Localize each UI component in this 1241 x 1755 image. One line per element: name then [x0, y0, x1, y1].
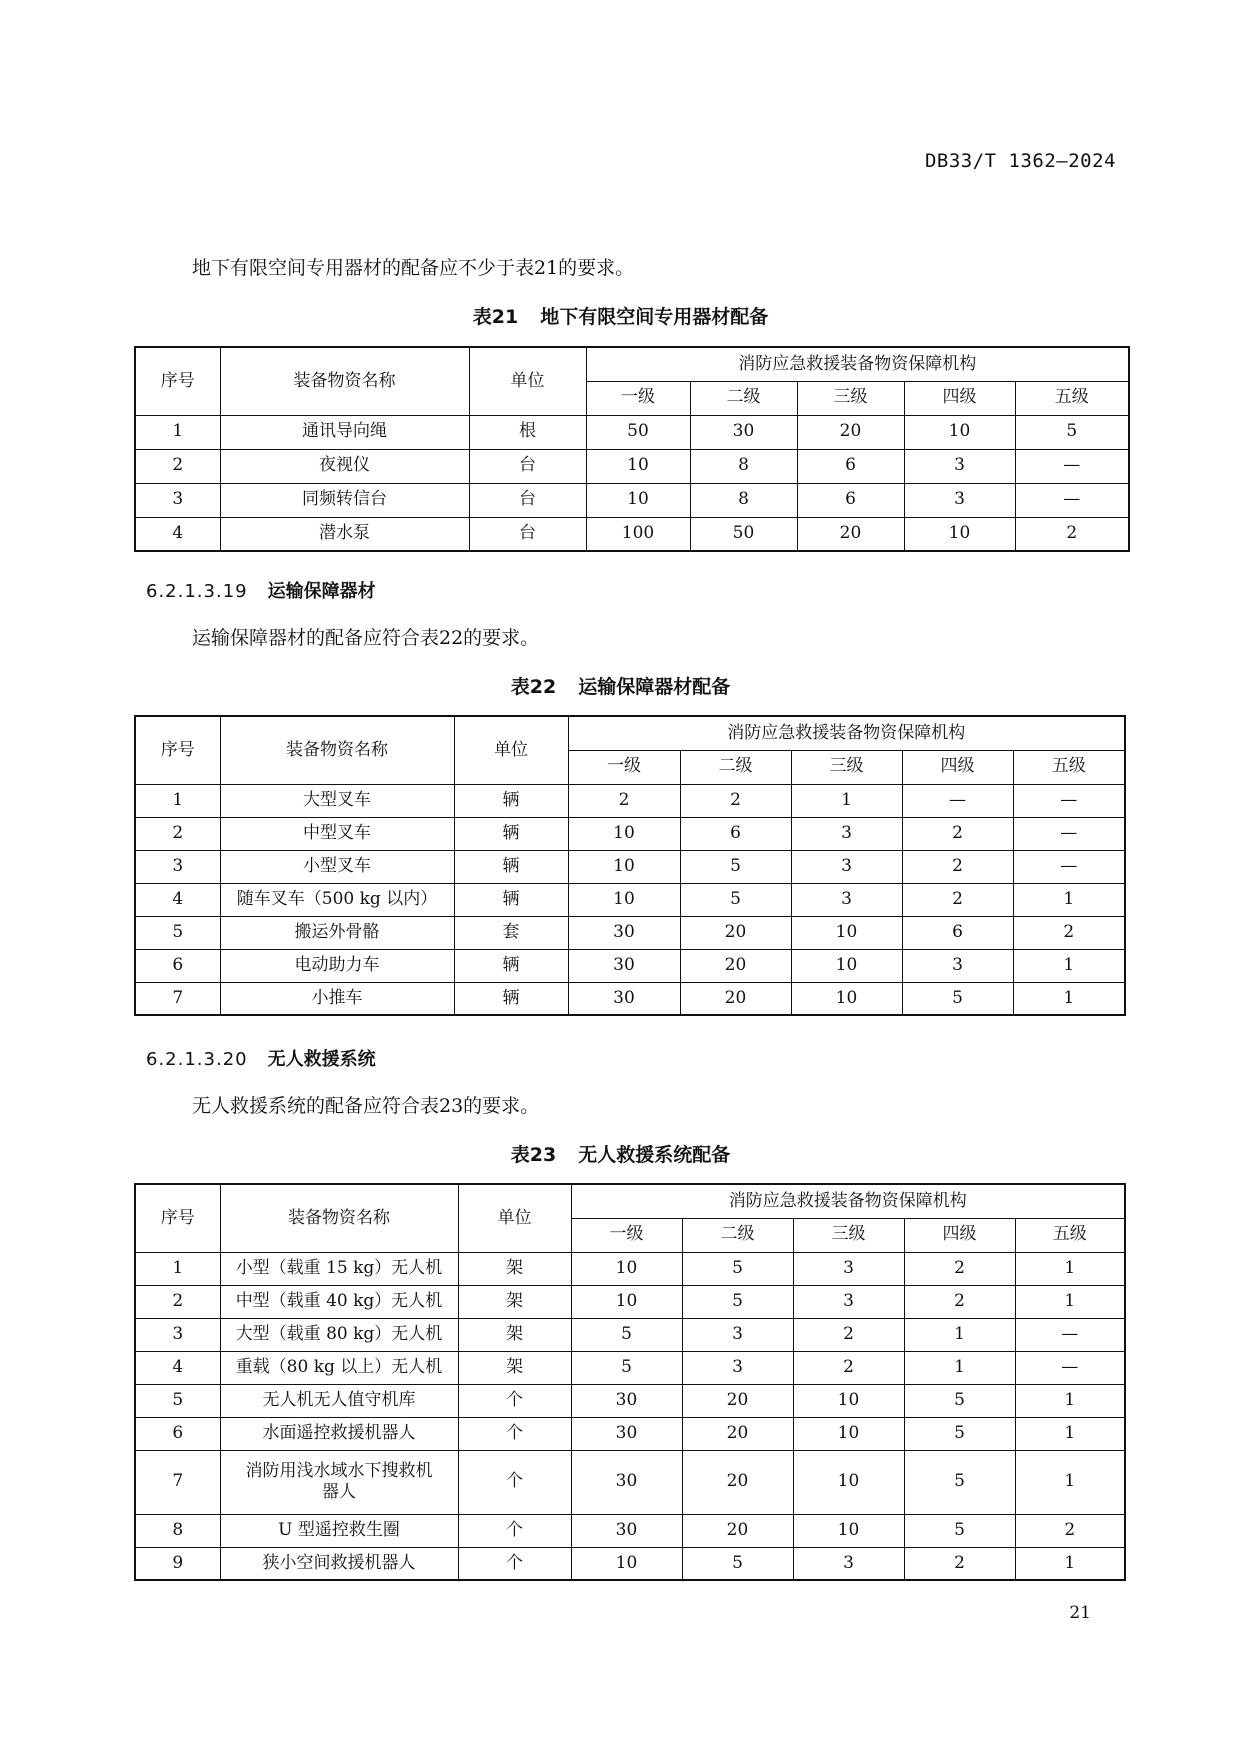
header-level: 二级: [682, 1218, 793, 1252]
table-cell: 20: [682, 1450, 793, 1514]
table-header-row: [135, 716, 1125, 750]
table22-number: 表22: [510, 676, 557, 698]
table-cell: 辆: [454, 982, 568, 1015]
header-level: 三级: [797, 381, 904, 415]
header-unit: 单位: [454, 716, 568, 784]
table-cell: 3: [793, 1285, 904, 1318]
header-level: 五级: [1013, 750, 1125, 784]
clause19-number: 6.2.1.3.19: [146, 581, 248, 602]
header-group: 消防应急救援装备物资保障机构: [571, 1184, 1125, 1218]
table-row: [135, 1318, 1125, 1351]
table-cell: 2: [135, 449, 220, 483]
table-row: [135, 1450, 1125, 1514]
header-level: 一级: [586, 381, 690, 415]
table-header-row: [135, 347, 1129, 381]
table-row: [135, 1514, 1125, 1547]
table-cell: 9: [135, 1547, 220, 1580]
table-cell: 台: [469, 449, 586, 483]
table-cell: 消防用浅水域水下搜救机器人: [220, 1450, 458, 1514]
table-cell: 5: [904, 1450, 1015, 1514]
header-name: 装备物资名称: [220, 1184, 458, 1252]
page-number: 21: [1069, 1603, 1091, 1623]
table-cell: 架: [458, 1318, 571, 1351]
table-cell: 电动助力车: [220, 949, 454, 982]
table-row: [135, 883, 1125, 916]
table-cell: 3: [791, 850, 902, 883]
table23-intro: 无人救援系统的配备应符合表23的要求。: [192, 1095, 540, 1117]
table-cell: 10: [586, 449, 690, 483]
header-level: 一级: [571, 1218, 682, 1252]
header-name: 装备物资名称: [220, 347, 469, 415]
table-cell: 架: [458, 1285, 571, 1318]
table-cell: 随车叉车（500 kg 以内）: [220, 883, 454, 916]
table-row: [135, 1351, 1125, 1384]
table-cell: 辆: [454, 949, 568, 982]
table-cell: 1: [791, 784, 902, 817]
table21-intro: 地下有限空间专用器材的配备应不少于表21的要求。: [192, 257, 635, 279]
table-cell: 3: [791, 817, 902, 850]
table-cell: 10: [793, 1384, 904, 1417]
table-cell: 架: [458, 1351, 571, 1384]
table-cell: 5: [904, 1514, 1015, 1547]
table-cell: 大型（载重 80 kg）无人机: [220, 1318, 458, 1351]
table-cell: 2: [1013, 916, 1125, 949]
table21-caption: [0, 302, 1241, 329]
table-cell: 3: [904, 483, 1015, 517]
table-cell: 3: [904, 449, 1015, 483]
table-cell: 套: [454, 916, 568, 949]
clause20-title: 无人救援系统: [267, 1049, 376, 1070]
table-cell: 3: [135, 850, 220, 883]
table-cell: 1: [1015, 1384, 1125, 1417]
table-cell: 2: [135, 1285, 220, 1318]
table-row: [135, 517, 1129, 551]
table-cell: 3: [682, 1351, 793, 1384]
clause-6-2-1-3-19: [146, 577, 376, 603]
table-cell: 通讯导向绳: [220, 415, 469, 449]
table-cell: 20: [682, 1514, 793, 1547]
table-cell: 10: [571, 1547, 682, 1580]
header-level: 三级: [791, 750, 902, 784]
clause19-title: 运输保障器材: [267, 581, 376, 602]
standard-code: DB33/T 1362—2024: [924, 150, 1116, 172]
table-cell: 重载（80 kg 以上）无人机: [220, 1351, 458, 1384]
table-cell: 5: [682, 1285, 793, 1318]
table23-number: 表23: [510, 1144, 557, 1166]
table-cell: 5: [1015, 415, 1129, 449]
table23: [134, 1183, 1126, 1581]
table-cell: 2: [1015, 1514, 1125, 1547]
table-row: [135, 415, 1129, 449]
table-cell: 1: [904, 1351, 1015, 1384]
table-cell: 20: [797, 517, 904, 551]
table-cell: 3: [682, 1318, 793, 1351]
table-cell: 个: [458, 1547, 571, 1580]
table-cell: 30: [568, 916, 680, 949]
table-cell: 小型叉车: [220, 850, 454, 883]
table-cell: U 型遥控救生圈: [220, 1514, 458, 1547]
table-cell: 1: [1013, 949, 1125, 982]
table-cell: 狭小空间救援机器人: [220, 1547, 458, 1580]
table-cell: 中型（载重 40 kg）无人机: [220, 1285, 458, 1318]
table-cell: 5: [135, 1384, 220, 1417]
table-cell: —: [1013, 784, 1125, 817]
header-level: 四级: [904, 1218, 1015, 1252]
header-seq: 序号: [135, 716, 220, 784]
table-cell: 架: [458, 1252, 571, 1285]
table-row: [135, 982, 1125, 1015]
table-cell: 1: [135, 1252, 220, 1285]
table-cell: 1: [1013, 982, 1125, 1015]
header-level: 一级: [568, 750, 680, 784]
table-cell: 1: [1015, 1417, 1125, 1450]
table-cell: 20: [680, 916, 791, 949]
table-cell: 10: [568, 850, 680, 883]
table-cell: 潜水泵: [220, 517, 469, 551]
table-cell: 30: [571, 1514, 682, 1547]
table-row: [135, 949, 1125, 982]
table-cell: 7: [135, 1450, 220, 1514]
table23-title: 无人救援系统配备: [578, 1144, 731, 1166]
table-cell: 小推车: [220, 982, 454, 1015]
table-cell: 2: [904, 1285, 1015, 1318]
table-cell: 2: [902, 883, 1013, 916]
header-level: 五级: [1015, 381, 1129, 415]
table-cell: 无人机无人值守机库: [220, 1384, 458, 1417]
table-cell: 8: [690, 483, 797, 517]
table-row: [135, 1417, 1125, 1450]
table-cell: 2: [568, 784, 680, 817]
table-cell: —: [1015, 483, 1129, 517]
table-cell: 30: [568, 949, 680, 982]
table-cell: 2: [135, 817, 220, 850]
table-cell: 50: [690, 517, 797, 551]
table-cell: 3: [902, 949, 1013, 982]
table-cell: 4: [135, 517, 220, 551]
table-cell: 5: [135, 916, 220, 949]
table-row: [135, 1384, 1125, 1417]
table-cell: 10: [793, 1450, 904, 1514]
table-cell: 1: [1015, 1450, 1125, 1514]
table-cell: —: [1015, 449, 1129, 483]
header-level: 四级: [904, 381, 1015, 415]
table-cell: 10: [571, 1285, 682, 1318]
table-cell: 同频转信台: [220, 483, 469, 517]
table-cell: 8: [690, 449, 797, 483]
header-group: 消防应急救援装备物资保障机构: [586, 347, 1129, 381]
table-row: [135, 916, 1125, 949]
table-cell: 个: [458, 1450, 571, 1514]
table-cell: 7: [135, 982, 220, 1015]
table-cell: 30: [571, 1384, 682, 1417]
table-cell: 30: [568, 982, 680, 1015]
table-row: [135, 1252, 1125, 1285]
table-cell: 5: [682, 1547, 793, 1580]
table-cell: 8: [135, 1514, 220, 1547]
table21: [134, 346, 1130, 552]
table21-number: 表21: [472, 306, 519, 328]
table-cell: 水面遥控救援机器人: [220, 1417, 458, 1450]
table-cell: 3: [793, 1547, 904, 1580]
table-cell: 夜视仪: [220, 449, 469, 483]
table-row: [135, 1285, 1125, 1318]
table-cell: 个: [458, 1384, 571, 1417]
header-unit: 单位: [469, 347, 586, 415]
table-cell: 4: [135, 883, 220, 916]
table-cell: 个: [458, 1514, 571, 1547]
table-header-row: [135, 1184, 1125, 1218]
table-cell: 10: [571, 1252, 682, 1285]
table-cell: 30: [571, 1417, 682, 1450]
table-row: [135, 483, 1129, 517]
table-cell: 6: [797, 449, 904, 483]
table-cell: 2: [793, 1351, 904, 1384]
table-cell: 30: [571, 1450, 682, 1514]
table-cell: 5: [682, 1252, 793, 1285]
table-cell: 1: [1015, 1547, 1125, 1580]
table-cell: —: [1015, 1351, 1125, 1384]
table-cell: 10: [791, 949, 902, 982]
table-cell: 2: [793, 1318, 904, 1351]
table-cell: 10: [568, 883, 680, 916]
table-cell: 100: [586, 517, 690, 551]
table-cell: 10: [791, 916, 902, 949]
table23-caption: [0, 1140, 1241, 1167]
table-cell: 20: [797, 415, 904, 449]
table-cell: —: [1015, 1318, 1125, 1351]
table-cell: 30: [690, 415, 797, 449]
table22: [134, 715, 1126, 1016]
header-name: 装备物资名称: [220, 716, 454, 784]
table-cell: 1: [135, 784, 220, 817]
table-cell: 6: [135, 1417, 220, 1450]
table-cell: 辆: [454, 784, 568, 817]
table22-intro: 运输保障器材的配备应符合表22的要求。: [192, 627, 540, 649]
table-cell: 10: [791, 982, 902, 1015]
header-seq: 序号: [135, 1184, 220, 1252]
table-cell: 20: [682, 1417, 793, 1450]
table-cell: 10: [793, 1417, 904, 1450]
table-cell: 1: [1015, 1285, 1125, 1318]
table-cell: 5: [904, 1417, 1015, 1450]
table-cell: 3: [135, 483, 220, 517]
table-cell: 大型叉车: [220, 784, 454, 817]
table-cell: 5: [571, 1318, 682, 1351]
clause20-number: 6.2.1.3.20: [146, 1049, 248, 1070]
table-cell: 6: [135, 949, 220, 982]
table21-title: 地下有限空间专用器材配备: [540, 306, 769, 328]
header-level: 三级: [793, 1218, 904, 1252]
table-cell: 6: [797, 483, 904, 517]
table-row: [135, 449, 1129, 483]
table-cell: 根: [469, 415, 586, 449]
table-cell: —: [902, 784, 1013, 817]
table-cell: 5: [680, 883, 791, 916]
table-cell: 5: [904, 1384, 1015, 1417]
table-cell: 1: [1013, 883, 1125, 916]
table-cell: 10: [793, 1514, 904, 1547]
table-cell: 辆: [454, 850, 568, 883]
table-cell: 10: [586, 483, 690, 517]
table-cell: 20: [680, 949, 791, 982]
table-cell: 3: [793, 1252, 904, 1285]
table-cell: 2: [904, 1547, 1015, 1580]
table-cell: 3: [135, 1318, 220, 1351]
table-cell: —: [1013, 850, 1125, 883]
table-cell: 4: [135, 1351, 220, 1384]
table-cell: 5: [902, 982, 1013, 1015]
header-level: 二级: [680, 750, 791, 784]
table-row: [135, 784, 1125, 817]
table-cell: 2: [680, 784, 791, 817]
table-cell: 10: [568, 817, 680, 850]
table22-title: 运输保障器材配备: [578, 676, 731, 698]
table-cell: 辆: [454, 817, 568, 850]
table22-caption: [0, 672, 1241, 699]
table-cell: 5: [680, 850, 791, 883]
header-level: 四级: [902, 750, 1013, 784]
table-cell: 小型（载重 15 kg）无人机: [220, 1252, 458, 1285]
table-cell: 台: [469, 483, 586, 517]
table-cell: 6: [680, 817, 791, 850]
table-row: [135, 1547, 1125, 1580]
header-group: 消防应急救援装备物资保障机构: [568, 716, 1125, 750]
table-row: [135, 850, 1125, 883]
table-cell: 1: [1015, 1252, 1125, 1285]
header-level: 二级: [690, 381, 797, 415]
table-cell: 2: [1015, 517, 1129, 551]
table-row: [135, 817, 1125, 850]
table-cell: 5: [571, 1351, 682, 1384]
header-level: 五级: [1015, 1218, 1125, 1252]
table-cell: 台: [469, 517, 586, 551]
table-cell: 1: [135, 415, 220, 449]
table-cell: 1: [904, 1318, 1015, 1351]
table-cell: —: [1013, 817, 1125, 850]
table-cell: 2: [902, 817, 1013, 850]
table-cell: 6: [902, 916, 1013, 949]
table-cell: 个: [458, 1417, 571, 1450]
clause-6-2-1-3-20: [146, 1045, 376, 1071]
table-cell: 2: [902, 850, 1013, 883]
table-cell: 50: [586, 415, 690, 449]
table-cell: 中型叉车: [220, 817, 454, 850]
table-cell: 辆: [454, 883, 568, 916]
header-seq: 序号: [135, 347, 220, 415]
table-cell: 10: [904, 517, 1015, 551]
table-cell: 20: [680, 982, 791, 1015]
header-unit: 单位: [458, 1184, 571, 1252]
table-cell: 2: [904, 1252, 1015, 1285]
table-cell: 20: [682, 1384, 793, 1417]
table-cell: 搬运外骨骼: [220, 916, 454, 949]
table-cell: 10: [904, 415, 1015, 449]
table-cell: 3: [791, 883, 902, 916]
